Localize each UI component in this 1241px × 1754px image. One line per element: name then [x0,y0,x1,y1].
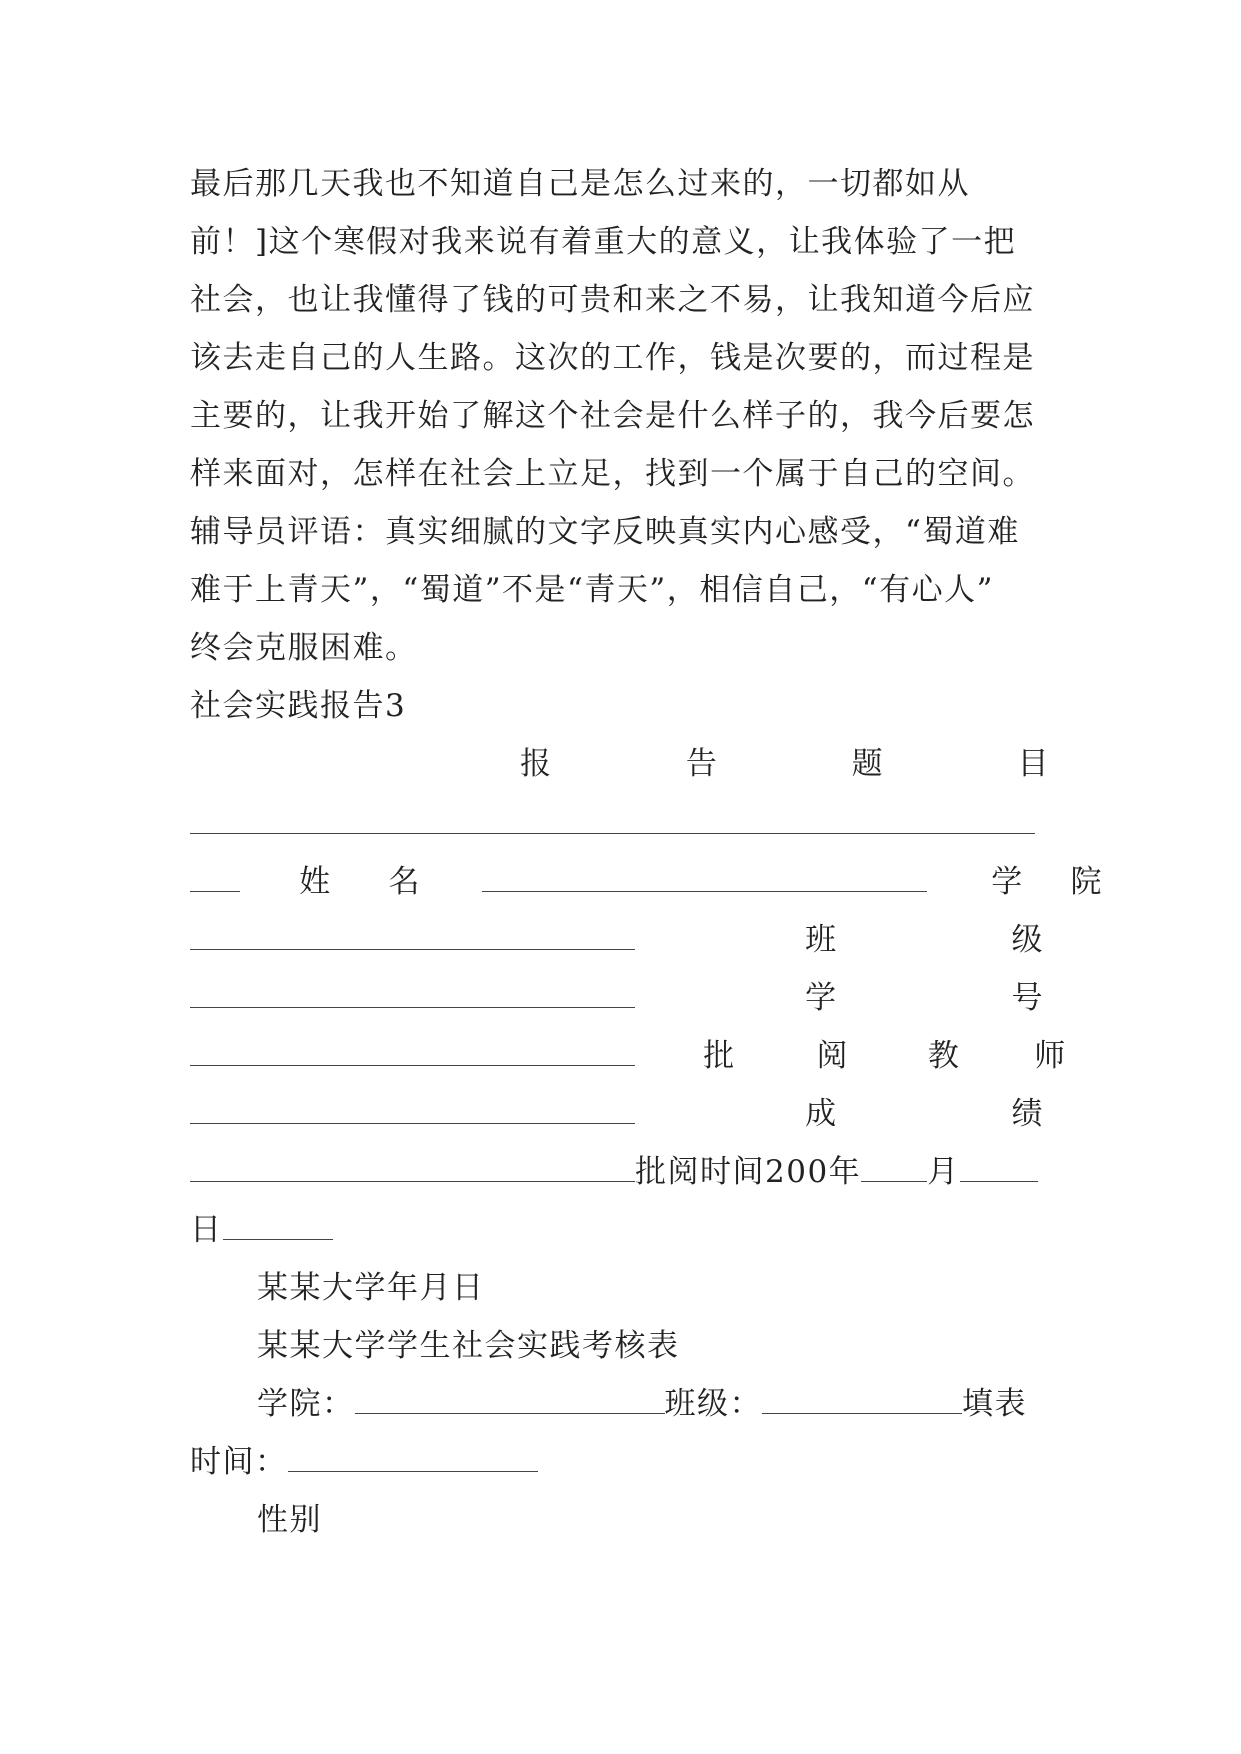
day-row [190,1201,1050,1259]
college-char: 学 [991,864,1024,900]
name-char: 姓 [299,864,332,900]
paragraph-line-3: 社会，也让我懂得了钱的可贵和来之不易，让我知道今后应 [190,282,1035,318]
review-time-label: 批阅时间200年 [635,1154,862,1190]
paragraph-line-1: 最后那几天我也不知道自己是怎么过来的，一切都如从 [190,166,970,202]
college-char: 院 [1070,864,1104,900]
class-blank [190,977,635,1008]
student-id-char: 号 [1011,980,1044,1016]
report-title-char: 题 [851,746,885,782]
report-title-char: 告 [685,746,719,782]
college-class-row [257,1375,1050,1433]
student-id-blank [190,1035,635,1066]
class-char: 班 [805,922,838,958]
college-label: 学院： [257,1386,355,1422]
review-time-row [190,1143,1050,1201]
month-trailing-blank [960,1151,1038,1182]
class-char: 级 [1011,922,1044,958]
university-date: 某某大学年月日 [257,1270,485,1306]
college-blank [190,919,635,950]
paragraph-line-7: 辅导员评语：真实细腻的文字反映真实内心感受，“蜀道难 [190,514,1020,550]
day-blank [223,1209,333,1240]
name-char: 名 [388,864,421,900]
teacher-char: 批 [703,1038,736,1074]
college-field-blank [355,1383,665,1414]
paragraph-line-4: 该去走自己的人生路。这次的工作，钱是次要的，而过程是 [190,340,1035,376]
report-title-char: 目 [1017,746,1050,782]
month-label: 月 [927,1154,960,1190]
student-id-row [190,969,1050,1027]
fill-time-row [190,1433,1050,1491]
section-title: 社会实践报告3 [190,688,407,724]
teacher-char: 阅 [816,1038,849,1074]
gender-label: 性别 [257,1502,322,1538]
paragraph-line-9: 终会克服困难。 [190,630,418,666]
report-title-row [520,735,1050,793]
fill-time-label: 时间： [190,1444,288,1480]
paragraph-line-2: 前！]这个寒假对我来说有着重大的意义，让我体验了一把 [190,224,1017,260]
day-label: 日 [190,1212,223,1248]
name-leading-blank [190,861,240,892]
teacher-row [190,1027,1067,1085]
paragraph-line-5: 主要的，让我开始了解这个社会是什么样子的，我今后要怎 [190,398,1035,434]
student-id-char: 学 [805,980,838,1016]
grade-char: 成 [805,1096,838,1132]
grade-char: 绩 [1011,1096,1044,1132]
name-college-row [190,853,1104,911]
teacher-blank [190,1093,635,1124]
name-blank [482,861,927,892]
fill-label: 填表 [962,1386,1027,1422]
teacher-char: 师 [1034,1038,1067,1074]
report-title-char: 报 [520,746,553,782]
fill-time-blank [288,1441,538,1472]
report-title-blank [190,833,1035,834]
month-blank [861,1151,927,1182]
class-label: 班级： [664,1386,762,1422]
class-field-blank [762,1383,962,1414]
class-row [190,911,1050,969]
teacher-char: 教 [927,1038,961,1074]
grade-blank [190,1151,635,1182]
form-title: 某某大学学生社会实践考核表 [257,1328,680,1364]
grade-row [190,1085,1050,1143]
paragraph-line-8: 难于上青天”，“蜀道”不是“青天”，相信自己，“有心人” [190,572,994,608]
paragraph-line-6: 样来面对，怎样在社会上立足，找到一个属于自己的空间。 [190,456,1035,492]
